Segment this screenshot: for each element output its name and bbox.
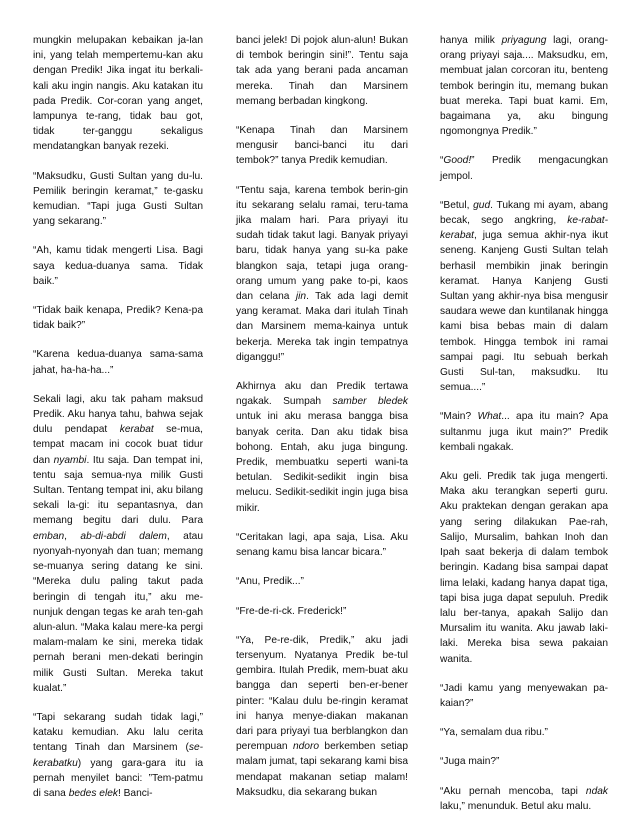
text-run: “Juga main?” [440,756,500,768]
text-run: Aku geli. Predik tak juga mengerti. Maka aku terangkan seperti guru. Aku praktekan dengan gerakan apa yang sering dilakukan Pae-rah, Salijo, Mursalim, bahkan Inoh dan Ipah saat bekerja di dalam tembok beringin. Kadang bisa sampai dapat lima lelaki, kadang hanya dapat tiga, tapi bisa juga dapat sepuluh. Predik lalu ber-tanya, apakah Salijo dan Mursalim itu wanita. Aku jawab laki-laki. Mereka bisa sewa pakaian wanita. [440,471,608,665]
text-run: “Ya, Pe-re-dik, Predik,” aku jadi tersenyum. Nyatanya Predik be-tul gembira. Itulah Predik, mem-buat aku bangga dan seperti ben-er-bener pinter: “Kalau dulu be-ringin keramat ini hanya menye-diakan makanan dari para priyayi tua berblangkon dan perempuan [236,634,408,753]
italic-text-run: ndak [585,785,608,797]
italic-text-run: nyambi [53,454,87,466]
paragraph [236,123,408,169]
text-run: “Jadi kamu yang menyewakan pa-kaian?” [440,682,608,709]
text-run: . Tukang mi ayam, abang becak, sego angkring, [440,199,608,227]
italic-text-run: jin [295,291,307,303]
paragraph [440,153,608,183]
italic-text-run: ab-di-abdi dalem [80,530,167,542]
text-run: banci jelek! Di pojok alun-alun! Bukan di tembok beringin sini!”. Tentu saja tak ada yang berani pada ancaman mereka. Tinah dan Marsinem memang berbadan kingkong. [236,35,408,107]
text-column-2 [236,33,408,800]
paragraph [440,33,608,139]
text-run: hanya milik [440,35,502,46]
text-run: laku,” menunduk. Betul aku malu. [440,800,592,812]
paragraph [440,725,608,740]
paragraph [33,303,203,333]
text-run: “Aku pernah mencoba, tapi [440,785,586,797]
text-run: “Ya, semalam dua ribu.” [440,727,548,739]
paragraph [440,198,608,396]
text-run: ... apa itu main? Apa sultanmu juga ikut main?” Predik kembali ngakak. [440,411,608,453]
text-column-3 [440,33,608,814]
text-run: . Tak ada lagi demit yang keramat. Maka dari itulah Tinah dan Marsinem mema-kainya untuk bekerja. Mereka tak ingin tempatnya diganggu!” [236,291,408,363]
text-run: “Ceritakan lagi, apa saja, Lisa. Aku senang kamu bisa lancar bicara.” [236,531,408,559]
text-run: Akhirnya aku dan Predik tertawa ngakak. Sumpah [236,381,408,408]
text-run: , juga semua akhir-nya ikut seneng. Kanjeng Gusti Sultan telah berhasil membikin jinak beringin keramat. Hanya Kanjeng Gusti Sultan yang akhir-nya bisa mengusir saudara wewe dan kuntilanak hingga kami bisa bebas main di dalam tembok. Hingga tembok ini ramai sampai pagi. Itu sebuah berkah Gusti Sul-tan, maksudku. Itu semua....” [440,230,608,394]
text-run: untuk ini aku merasa bangga bisa banyak cerita. Dan aku tidak bisa bohong. Entah, aku juga bingung. Predik, membuatku seperti wani-ta betulan. Sedikit-sedikit ingin bisa melucu. Sedikit-sedikit ingin juga bisa mikir. [236,411,408,514]
italic-text-run: ndoro [292,741,320,753]
text-run: “Ah, kamu tidak mengerti Lisa. Bagi saya kedua-duanya sama. Tidak baik.” [33,245,203,287]
paragraph [33,169,203,230]
italic-text-run: priyagung [501,35,547,46]
text-run: , atau nyonyah-nyonyah dan tuan; memang se-muanya sering datang ke sini. “Mereka dulu paling takut pada beringin di tengah itu,” aku me-nunjuk dengan tegas ke arah ten-gah alun-alun. “Maka kalau mere-ka pergi malam-malam ke sini, mereka tidak pernah berani men-dekati beringin milik Gusti Sultan. Mereka takut kualat.” [33,530,203,694]
italic-text-run: samber bledek [332,396,408,408]
paragraph [33,33,203,155]
text-run: “Maksudku, Gusti Sultan yang du-lu. Pemilik beringin keramat,” te-gasku kemudian. “Tapi juga Gusti Sultan yang sekarang.” [33,170,203,228]
italic-text-run: se-kerabatku [33,742,203,769]
text-run: mungkin melupakan kebaikan ja-lan ini, yang telah mempertemu-kan aku dengan Predik! Jika ingat itu berkali-kali aku ingin nangis. Aku katakan itu pada Predik. Cor-coran yang anget, lampunya te-rang, tidak bau got, tidak ter-ganggu sekaligus mendatangkan banyak rezeki. [33,35,203,153]
text-run: “Main? [440,411,478,423]
text-run: . Itu saja. Dan tempat ini, tentu saja semua-nya milik Gusti Sultan. Tentang tempat ini, aku bilang sekali la-gi: itu sepantasnya, dan memang begitu dari dulu. Para [33,454,204,527]
text-run: ) yang gara-gara itu ia pernah menyilet banci: ”Tem-patmu di sana [33,757,203,799]
paragraph [440,469,608,667]
italic-text-run: ke-rabat-kerabat [440,215,608,242]
paragraph [440,754,608,769]
italic-text-run: emban [33,530,65,542]
italic-text-run: What [477,411,502,423]
italic-text-run: kerabat [119,424,154,436]
paragraph [236,183,408,365]
italic-text-run: gud [473,199,491,211]
text-run: “Anu, Predik...” [236,576,304,588]
italic-text-run: bedes elek [68,787,118,799]
text-run: lagi, orang-orang priyayi saja.... Maksudku, em, membuat jalan corcoran itu, benteng tembok beringin itu, memang bukan buat mereka. Tapi buat kami. Em, bagaimana ya, aku bingung ngomongnya Predik.” [440,35,608,138]
text-run: ! Banci- [117,787,153,799]
paragraph [33,347,203,377]
paragraph [236,574,408,589]
text-run: se-mua, tempat macam ini cocok buat tidur dan [33,424,203,466]
paragraph [236,530,408,560]
text-run: berkemben setiap malam jumat, tapi sekarang kami bisa mendapat makanan setiap malam! Maksudku, dia sekarang bukan [236,741,408,798]
paragraph [236,604,408,619]
text-run: “Karena kedua-duanya sama-sama jahat, ha-ha-ha...” [33,349,203,376]
paragraph [33,243,203,289]
paragraph [236,379,408,516]
italic-text-run: Good! [443,155,472,167]
text-run: , [64,530,81,542]
paragraph [440,681,608,711]
text-run: “Betul, [440,199,474,211]
paragraph [33,710,203,801]
paragraph [33,392,203,696]
text-column-1 [33,33,203,801]
text-run: “Kenapa Tinah dan Marsinem mengusir banci-banci itu dari tembok?” tanya Predik kemudian. [236,125,408,167]
text-run: “Tapi sekarang sudah tidak lagi,” kataku kemudian. Aku lalu cerita tentang Tinah dan Marsinem ( [33,711,203,754]
text-run: ” Predik mengacungkan jempol. [440,155,608,182]
text-run: “Fre-de-ri-ck. Frederick!” [236,605,347,617]
paragraph [236,633,408,800]
paragraph [440,784,608,814]
text-run: “Tidak baik kenapa, Predik? Kena-pa tidak baik?” [33,305,203,332]
paragraph [236,33,408,109]
text-run: Sekali lagi, aku tak paham maksud Predik. Aku hanya tahu, bahwa sejak dulu pendapat [33,393,203,436]
text-run: “ [440,155,444,167]
paragraph [440,409,608,455]
text-run: “Tentu saja, karena tembok berin-gin itu sekarang selalu ramai, teru-tama jika malam hari. Para priyayi itu sudah tidak takut lagi. Banyak priyayi baru, tidak hanya yang su-ka pake blangkon saja, tetapi juga orang-orang umum yang pake to-pi, kaos dan celana [236,184,408,303]
